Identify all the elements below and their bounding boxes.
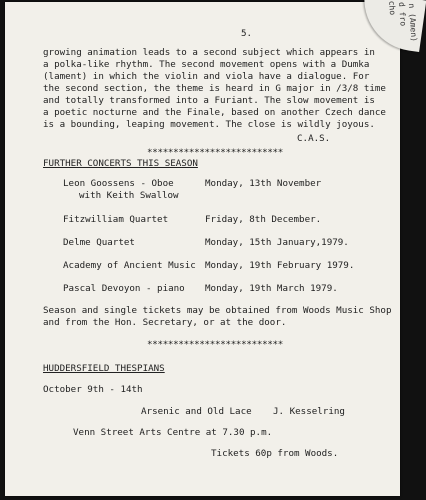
concert-date: Monday, 13th November [205, 178, 322, 189]
concert-date: Monday, 15th January,1979. [205, 237, 349, 248]
concert-performer: Academy of Ancient Music [63, 260, 196, 271]
asterisk-divider: ************************** [147, 339, 284, 350]
paragraph-line: a poetic nocturne and the Finale, based on another Czech dance [43, 107, 386, 118]
concert-performer: Fitzwilliam Quartet [63, 214, 169, 225]
corner-note-line: d fro [396, 1, 408, 27]
play-author: J. Kesselring [273, 406, 345, 417]
concert-performer-sub: with Keith Swallow [79, 190, 179, 201]
page-number: 5. [241, 28, 253, 39]
paragraph-line: the second section, the theme is heard in G major in /3/8 time [43, 83, 386, 94]
concert-date: Monday, 19th February 1979. [205, 260, 355, 271]
thespians-dates: October 9th - 14th [43, 384, 143, 395]
thespians-heading: HUDDERSFIELD THESPIANS [43, 363, 165, 374]
thespians-tickets: Tickets 60p from Woods. [211, 448, 339, 459]
author-initials: C.A.S. [297, 133, 331, 144]
concert-performer: Delme Quartet [63, 237, 135, 248]
paragraph-line: and totally transformed into a Furiant. The slow movement is [43, 95, 375, 106]
asterisk-divider: ************************** [147, 147, 284, 158]
venue-line: Venn Street Arts Centre at 7.30 p.m. [73, 427, 273, 438]
further-concerts-heading: FURTHER CONCERTS THIS SEASON [43, 158, 198, 169]
concert-performer: Pascal Devoyon - piano [63, 283, 185, 294]
paragraph-line: a polka-like rhythm. The second movement opens with a Dumka [43, 59, 370, 70]
paragraph-line: is a bounding, leaping movement. The close is wildly joyous. [43, 119, 375, 130]
play-title: Arsenic and Old Lace [141, 406, 252, 417]
tickets-info-line: and from the Hon. Secretary, or at the door. [43, 317, 287, 328]
concert-date: Monday, 19th March 1979. [205, 283, 338, 294]
concert-date: Friday, 8th December. [205, 214, 322, 225]
tickets-info-line: Season and single tickets may be obtained from Woods Music Shop [43, 305, 392, 316]
paragraph-line: (lament) in which the violin and viola have a dialogue. For [43, 71, 370, 82]
concert-performer: Leon Goossens - Oboe [63, 178, 174, 189]
corner-note-line: cho [387, 0, 398, 16]
document-page [5, 0, 419, 496]
paragraph-line: growing animation leads to a second subject which appears in [43, 47, 375, 58]
folded-corner-note [358, 0, 426, 52]
corner-note-line: n (Amen) [406, 3, 419, 43]
